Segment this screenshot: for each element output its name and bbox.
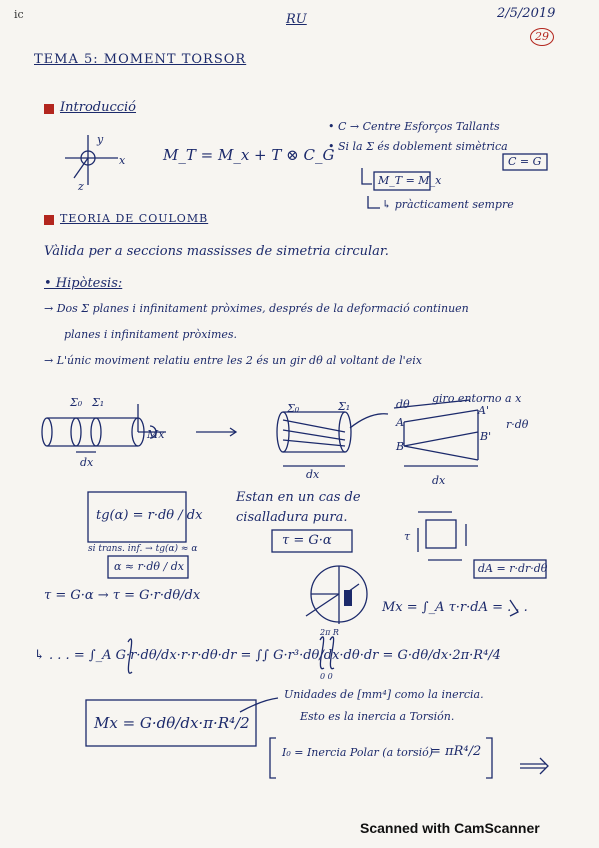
intro-equation: M_T = M_x + T ⊗ C_G — [163, 146, 335, 164]
hypothesis-1b: planes i infinitament pròximes. — [64, 328, 238, 341]
date: 2/5/2019 — [497, 6, 556, 21]
scanner-footer: Scanned with CamScanner — [360, 820, 540, 836]
fig-pt-a: A — [396, 416, 404, 429]
da-equation: dA = r·dr·dθ — [478, 562, 548, 575]
fig-dx2: dx — [306, 468, 320, 481]
units-note-2: Esto es la inercia a Torsión. — [300, 710, 455, 723]
fig-pt-b2: B' — [480, 430, 492, 443]
fig-e1b: Σ₁ — [338, 400, 351, 413]
state-line-2: cisalladura pura. — [236, 510, 348, 525]
coulomb-valid: Vàlida per a seccions massisses de simetria circular. — [44, 244, 389, 259]
section-marker-icon — [44, 215, 54, 225]
left-mark: ic — [14, 8, 24, 21]
page-title: TEMA 5: MOMENT TORSOR — [34, 52, 247, 67]
units-note-1: Unidades de [mm⁴] como la inercia. — [284, 688, 484, 701]
integral-limits-low: 0 0 — [320, 672, 333, 681]
page-number: 29 — [530, 28, 554, 46]
intro-axis-y: y — [97, 133, 104, 146]
fig-dx3: dx — [432, 474, 446, 487]
fig-e0b: Σ₀ — [287, 402, 300, 415]
io-value: = πR⁴/2 — [430, 744, 482, 759]
fig-dtheta: dθ — [396, 398, 410, 411]
intro-axis-z: z — [78, 180, 84, 193]
fig-gir: giro entorno a x — [432, 392, 522, 405]
tau-symbol: τ — [404, 530, 411, 543]
small-angle-note: si trans. inf. → tg(α) ≈ α — [88, 544, 198, 554]
integral-limits: 2π R — [320, 628, 339, 637]
big-integral: ↳ . . . = ∫_A G·r·dθ/dx·r·r·dθ·dr = ∫∫ G·r³·dθ/dx·dθ·dr = G·dθ/dx·2π·R⁴/4 — [34, 648, 501, 663]
mx-integral: Mx = ∫_A τ·r·dA = . . . — [382, 600, 528, 615]
intro-note-box-2: M_T = M_x — [378, 174, 442, 187]
fig-r-dtheta: r·dθ — [506, 418, 529, 431]
tau-line: τ = G·α → τ = G·r·dθ/dx — [44, 588, 201, 603]
fig-e0: Σ₀ — [70, 396, 83, 409]
state-line-1: Estan en un cas de — [236, 490, 361, 505]
intro-heading: Introducció — [60, 100, 137, 115]
center-mark: RU — [286, 12, 307, 27]
fig-mx: Mx — [147, 428, 165, 441]
coulomb-heading: TEORIA DE COULOMB — [60, 212, 209, 225]
tg-equation: tg(α) = r·dθ / dx — [96, 508, 203, 523]
fig-pt-a2: A' — [478, 404, 489, 417]
fig-pt-b: B — [396, 440, 405, 453]
hypotheses-title: • Hipòtesis: — [44, 276, 123, 291]
fig-dx: dx — [80, 456, 94, 469]
fig-e1: Σ₁ — [92, 396, 105, 409]
intro-note-3: ↳ pràcticament sempre — [382, 198, 514, 211]
hypothesis-1: → Dos Σ planes i infinitament pròximes, després de la deformació continuen — [44, 302, 469, 315]
hypothesis-2: → L'únic moviment relatiu entre les 2 és un gir dθ al voltant de l'eix — [44, 354, 422, 367]
intro-axis-x: x — [119, 154, 126, 167]
intro-note-box-1: C = G — [508, 155, 542, 168]
intro-note-1: • C → Centre Esforços Tallants — [328, 120, 500, 133]
tau-equation: τ = G·α — [282, 533, 332, 548]
alpha-approx: α ≈ r·dθ / dx — [114, 560, 185, 573]
io-label: I₀ = Inercia Polar (a torsió) — [282, 746, 434, 759]
result-formula: Mx = G·dθ/dx·π·R⁴/2 — [94, 714, 250, 732]
intro-note-2: • Si la Σ és doblement simètrica — [328, 140, 508, 153]
